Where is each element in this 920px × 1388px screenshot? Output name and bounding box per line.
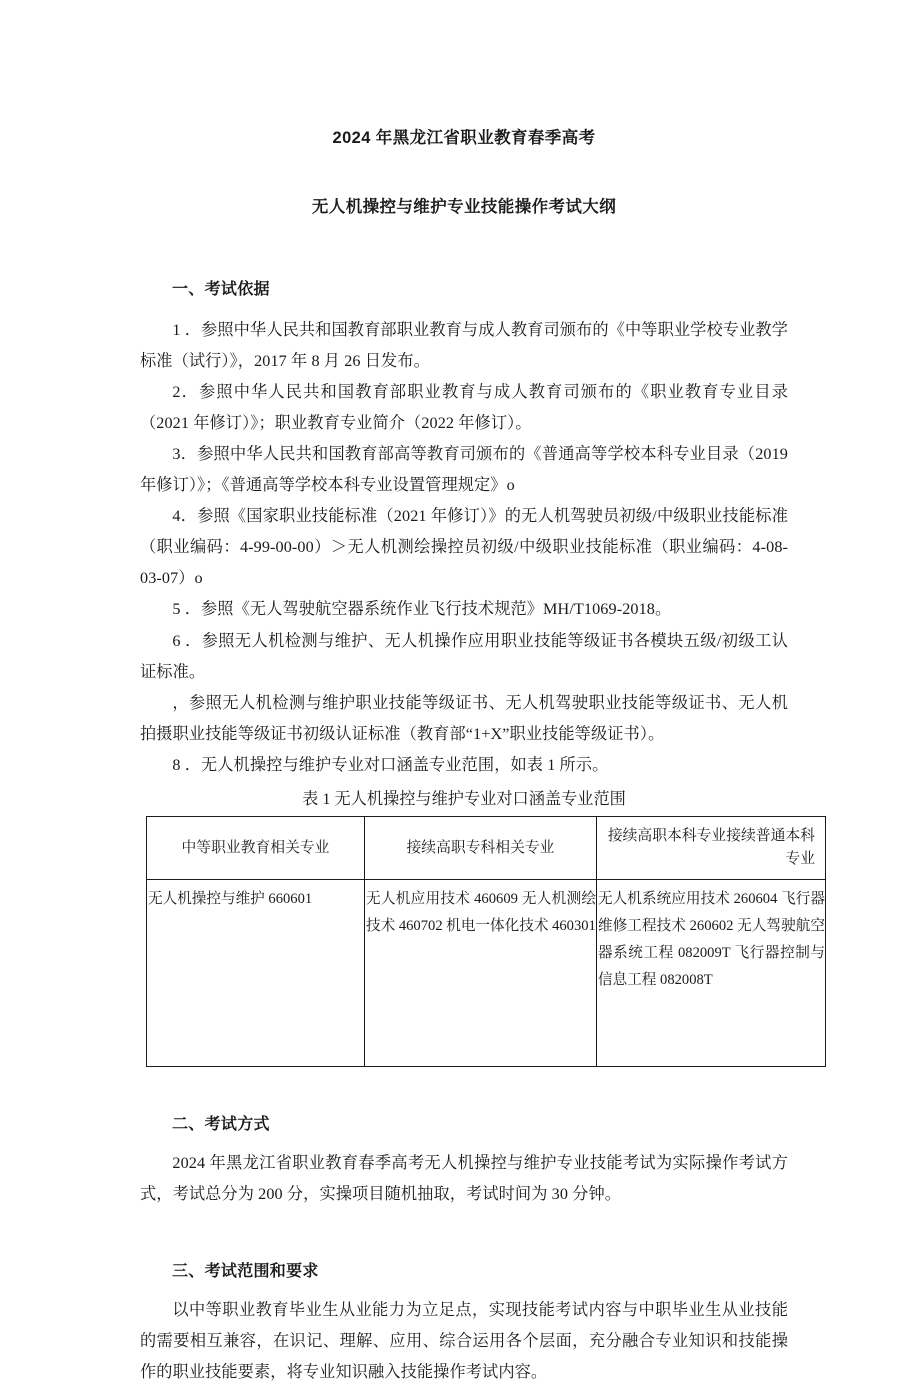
table-cell-higher-vocational xyxy=(365,879,597,1066)
section-body-exam-scope xyxy=(140,1295,788,1388)
paragraph-basis-6: 6 ．参照无人机检测与维护、无人机操作应用职业技能等级证书各模块五级/初级工认证标准。 xyxy=(140,631,788,681)
section-heading-exam-basis: 一、考试依据 xyxy=(172,280,270,298)
table-cell-secondary-vocational xyxy=(147,879,365,1066)
section-body-exam-basis xyxy=(140,315,788,782)
table-header-cell-undergraduate: 接续高职本科专业接续普通本科专业 xyxy=(597,817,826,880)
document-title-line-2: 无人机操控与维护专业技能操作考试大纲 xyxy=(311,197,617,216)
paragraph-method-1: 2024 年黑龙江省职业教育春季高考无人机操控与维护专业技能考试为实际操作考试方式，考试总分为 200 分，实操项目随机抽取，考试时间为 30 分钟。 xyxy=(140,1153,788,1204)
paragraph-basis-5: 5 ．参照《无人驾驶航空器系统作业飞行技术规范》MH/T1069-2018。 xyxy=(172,600,672,619)
table-cell-text: 无人机应用技术 460609 无人机测绘技术 460702 机电一体化技术 460301 xyxy=(366,890,596,934)
paragraph-basis-8: 8 ．无人机操控与维护专业对口涵盖专业范围，如表 1 所示。 xyxy=(172,756,609,775)
table-row xyxy=(147,879,826,1066)
table-caption: 表 1 无人机操控与维护专业对口涵盖专业范围 xyxy=(302,790,626,809)
paragraph-basis-4: 4．参照《国家职业技能标准（2021 年修订）》的无人机驾驶员初级/中级职业技能标准（职业编码：4-99-00-00）＞无人机测绘操控员初级/中级职业技能标准（职业编码：4-08-03-07）o xyxy=(140,507,788,588)
paragraph-basis-3: 3．参照中华人民共和国教育部高等教育司颁布的《普通高等学校本科专业目录（2019 年修订）》；《普通高等学校本科专业设置管理规定》o xyxy=(140,444,788,495)
document-title-block xyxy=(140,0,788,220)
paragraph-basis-2: 2．参照中华人民共和国教育部职业教育与成人教育司颁布的《职业教育专业目录（2021 年修订）》；职业教育专业简介（2022 年修订）。 xyxy=(140,382,788,432)
table-cell-text: 无人机操控与维护 660601 xyxy=(148,890,313,907)
paragraph-scope-1: 以中等职业教育毕业生从业能力为立足点，实现技能考试内容与中职毕业生从业技能的需要相互兼容，在识记、理解、应用、综合运用各个层面，充分融合专业知识和技能操作的职业技能要素，将专业知识融入技能操作考试内容。 xyxy=(140,1301,788,1382)
table-cell-undergraduate xyxy=(597,879,826,1066)
page-content xyxy=(140,0,825,1388)
table-header-cell-secondary-vocational: 中等职业教育相关专业 xyxy=(147,817,365,880)
paragraph-basis-7: ，参照无人机检测与维护职业技能等级证书、无人机驾驶职业技能等级证书、无人机拍摄职业技能等级证书初级认证标准（教育部“1+X”职业技能等级证书）。 xyxy=(140,693,788,743)
major-scope-table xyxy=(146,816,826,1067)
section-body-exam-method xyxy=(140,1148,788,1210)
table-header-row xyxy=(147,817,826,880)
paragraph-basis-1: 1 ．参照中华人民共和国教育部职业教育与成人教育司颁布的《中等职业学校专业教学标准（试行）》，2017 年 8 月 26 日发布。 xyxy=(140,320,788,370)
document-title-line-1: 2024 年黑龙江省职业教育春季高考 xyxy=(332,129,596,147)
table-body xyxy=(147,879,826,1066)
table-header-cell-higher-vocational: 接续高职专科相关专业 xyxy=(365,817,597,880)
section-heading-exam-scope: 三、考试范围和要求 xyxy=(172,1263,319,1281)
section-heading-exam-method: 二、考试方式 xyxy=(172,1115,270,1133)
table-cell-text: 无人机系统应用技术 260604 飞行器维修工程技术 260602 无人驾驶航空器系统工程 082009T 飞行器控制与信息工程 082008T xyxy=(598,890,825,988)
table-wrapper xyxy=(146,816,825,1067)
table-header xyxy=(147,817,826,880)
